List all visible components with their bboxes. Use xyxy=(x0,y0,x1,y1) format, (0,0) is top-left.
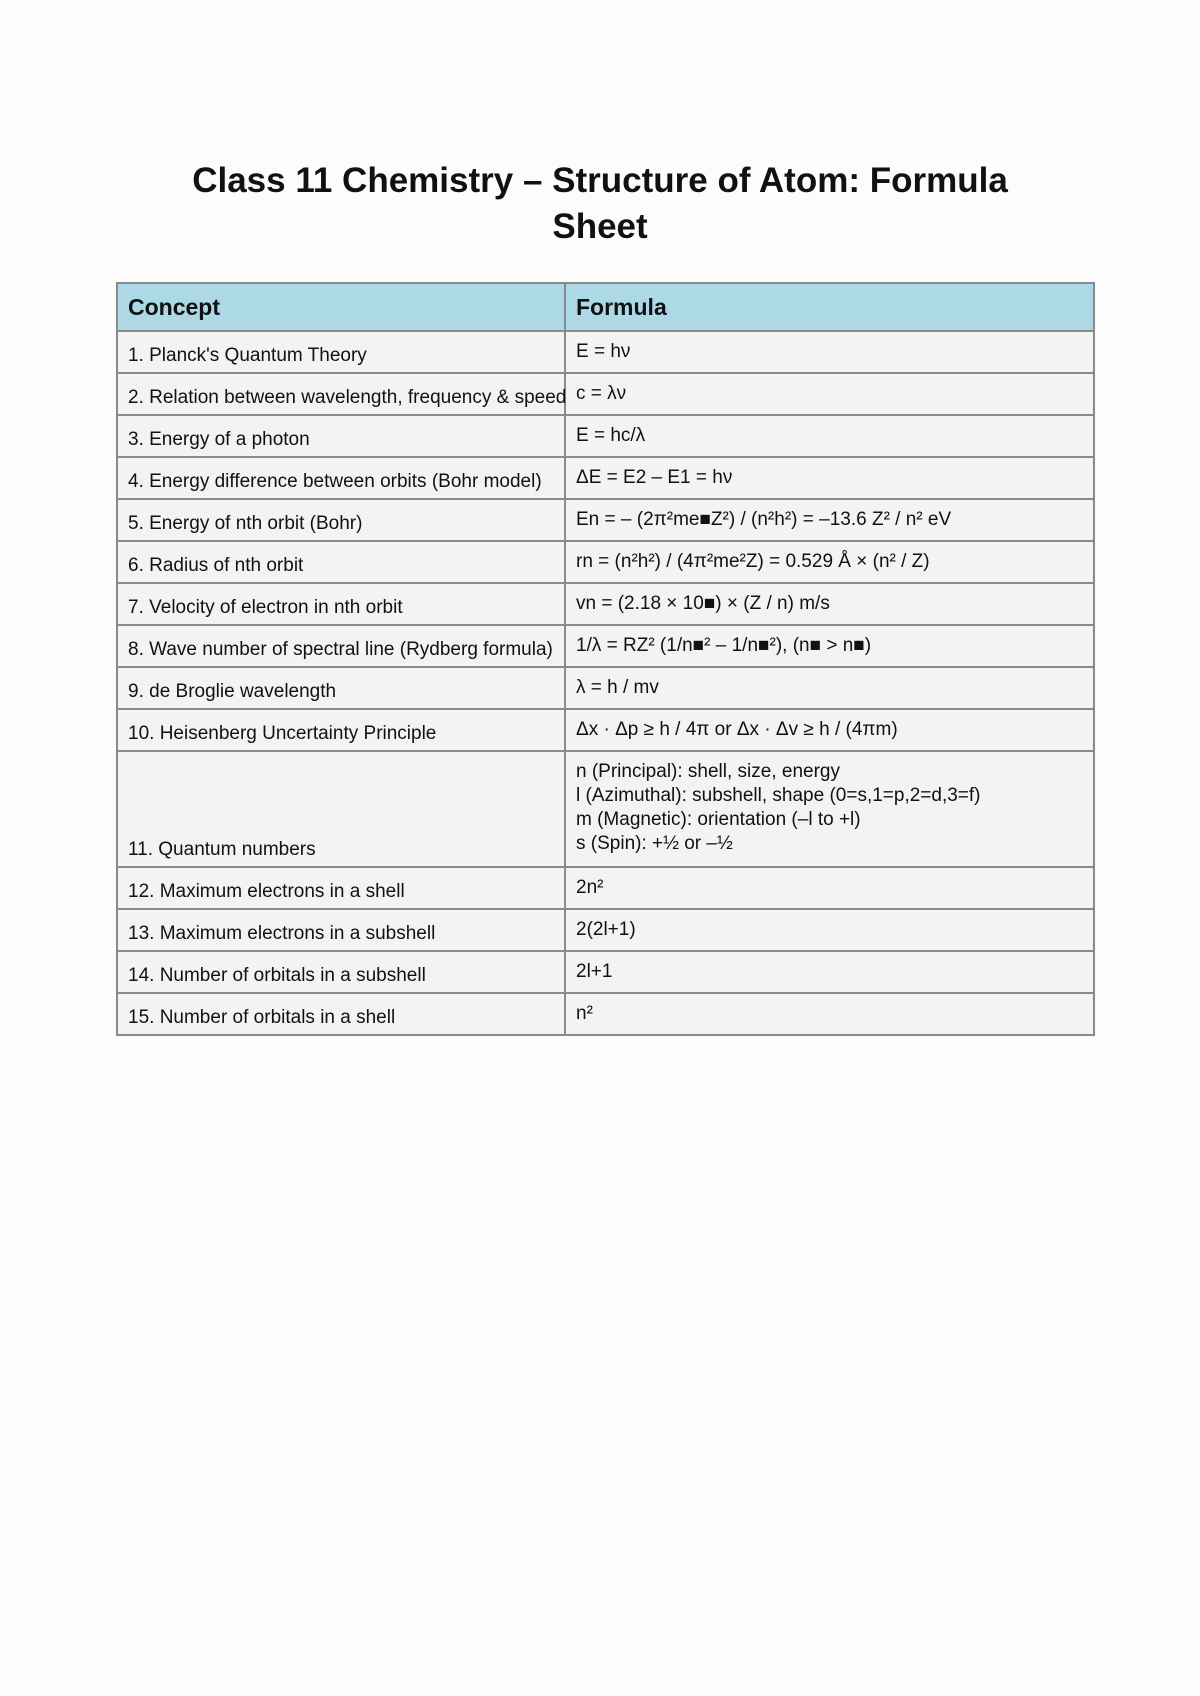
concept-cell: 7. Velocity of electron in nth orbit xyxy=(117,583,565,625)
page-title: Class 11 Chemistry – Structure of Atom: Formula Sheet xyxy=(192,161,1008,246)
table-row xyxy=(117,909,1094,951)
quantum-number-azimuthal: l (Azimuthal): subshell, shape (0=s,1=p,2=d,3=f) xyxy=(576,785,981,806)
table-row xyxy=(117,583,1094,625)
table-row xyxy=(117,415,1094,457)
concept-cell: 13. Maximum electrons in a subshell xyxy=(117,909,565,951)
header-concept: Concept xyxy=(117,283,565,331)
table-row xyxy=(117,541,1094,583)
quantum-number-principal: n (Principal): shell, size, energy xyxy=(576,761,840,782)
concept-cell: 11. Quantum numbers xyxy=(117,751,565,867)
formula-cell: E = hν xyxy=(565,331,1094,373)
formula-cell: E = hc/λ xyxy=(565,415,1094,457)
table-row xyxy=(117,625,1094,667)
formula-cell: 2(2l+1) xyxy=(565,909,1094,951)
header-formula: Formula xyxy=(565,283,1094,331)
table-row xyxy=(117,499,1094,541)
concept-cell: 14. Number of orbitals in a subshell xyxy=(117,951,565,993)
quantum-number-magnetic: m (Magnetic): orientation (–l to +l) xyxy=(576,809,861,830)
concept-cell: 1. Planck's Quantum Theory xyxy=(117,331,565,373)
table-row xyxy=(117,331,1094,373)
concept-cell: 9. de Broglie wavelength xyxy=(117,667,565,709)
concept-cell: 10. Heisenberg Uncertainty Principle xyxy=(117,709,565,751)
formula-cell: 2l+1 xyxy=(565,951,1094,993)
formula-cell: Δx · Δp ≥ h / 4π or Δx · Δv ≥ h / (4πm) xyxy=(565,709,1094,751)
formula-cell: rn = (n²h²) / (4π²me²Z) = 0.529 Å × (n² / Z) xyxy=(565,541,1094,583)
formula-cell: λ = h / mv xyxy=(565,667,1094,709)
table-row xyxy=(117,751,1094,867)
quantum-number-spin: s (Spin): +½ or –½ xyxy=(576,833,733,854)
table-row xyxy=(117,457,1094,499)
concept-cell: 15. Number of orbitals in a shell xyxy=(117,993,565,1035)
table-row xyxy=(117,709,1094,751)
concept-cell: 5. Energy of nth orbit (Bohr) xyxy=(117,499,565,541)
concept-cell: 2. Relation between wavelength, frequency & speed xyxy=(117,373,565,415)
table-row xyxy=(117,667,1094,709)
concept-cell: 4. Energy difference between orbits (Bohr model) xyxy=(117,457,565,499)
table-row xyxy=(117,993,1094,1035)
table-row xyxy=(117,373,1094,415)
formula-cell: 2n² xyxy=(565,867,1094,909)
formula-cell: c = λν xyxy=(565,373,1094,415)
formula-cell xyxy=(565,751,1094,867)
concept-cell: 6. Radius of nth orbit xyxy=(117,541,565,583)
formula-cell: 1/λ = RZ² (1/n■² – 1/n■²), (n■ > n■) xyxy=(565,625,1094,667)
formula-cell: n² xyxy=(565,993,1094,1035)
concept-cell: 8. Wave number of spectral line (Rydberg formula) xyxy=(117,625,565,667)
concept-cell: 3. Energy of a photon xyxy=(117,415,565,457)
formula-cell: ΔE = E2 – E1 = hν xyxy=(565,457,1094,499)
formula-cell: vn = (2.18 × 10■) × (Z / n) m/s xyxy=(565,583,1094,625)
table-row xyxy=(117,867,1094,909)
concept-cell: 12. Maximum electrons in a shell xyxy=(117,867,565,909)
header-row xyxy=(117,283,1094,331)
formula-table xyxy=(116,282,1095,1036)
formula-cell: En = – (2π²me■Z²) / (n²h²) = –13.6 Z² / n² eV xyxy=(565,499,1094,541)
table-row xyxy=(117,951,1094,993)
